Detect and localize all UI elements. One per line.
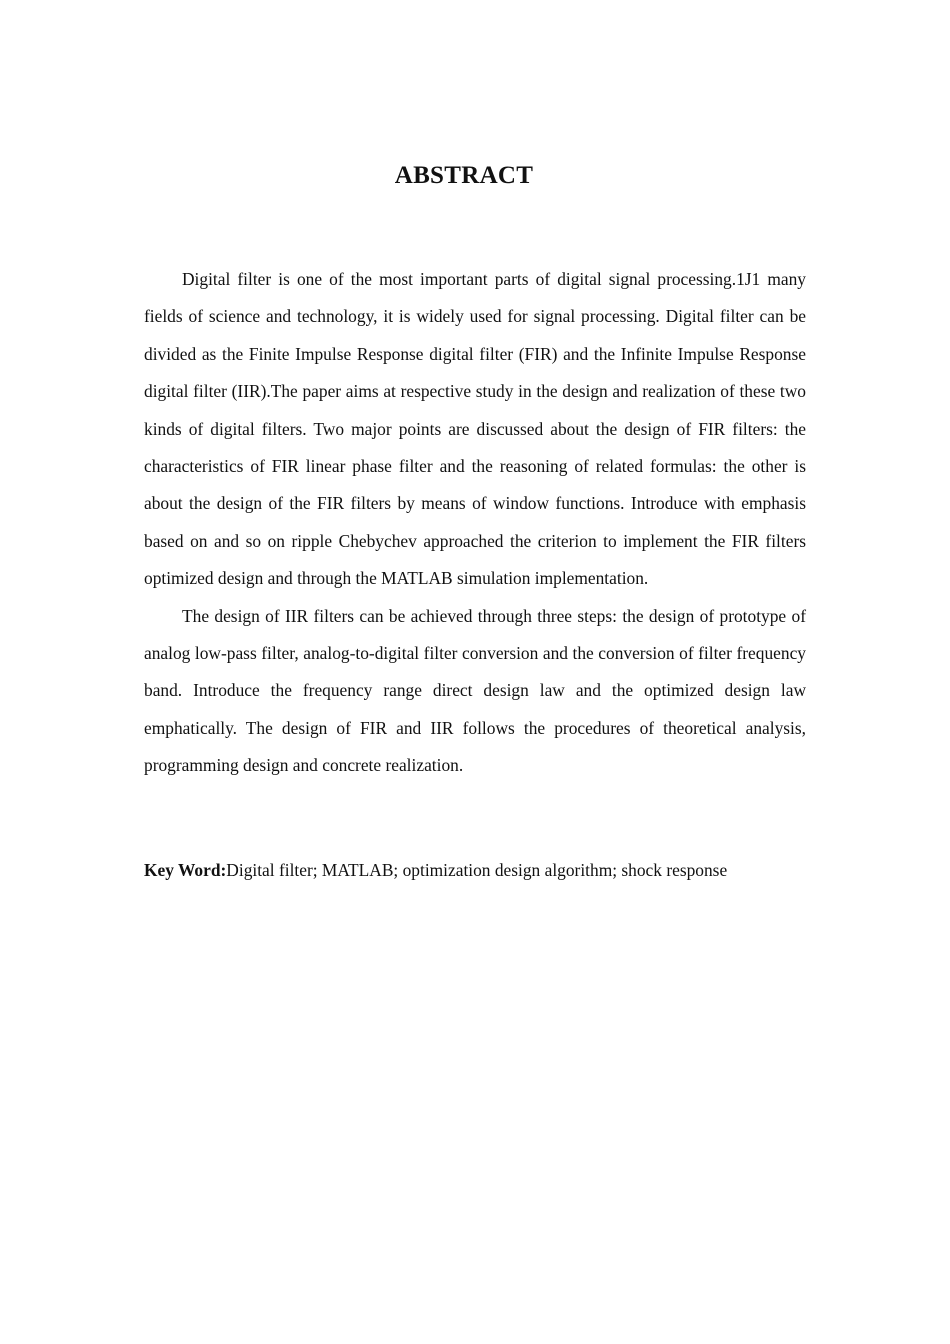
keywords-line bbox=[144, 856, 844, 884]
abstract-body bbox=[144, 261, 806, 785]
page-title: ABSTRACT bbox=[394, 162, 534, 189]
abstract-paragraph-2: The design of IIR filters can be achieved through three steps: the design of prototype of analog low-pass filter, analog-to-digital filter conversion and the conversion of filter frequency band. Introduce the frequency range direct design law and the optimized design law emphatically. The design of FIR and IIR follows the procedures of theoretical analysis, programming design and concrete realization. bbox=[144, 605, 806, 776]
keywords-label: Key Word: bbox=[144, 860, 227, 880]
keywords-text: Digital filter; MATLAB; optimization design algorithm; shock response bbox=[226, 860, 728, 880]
abstract-paragraph-1: Digital filter is one of the most important parts of digital signal processing.1J1 many fields of science and technology, it is widely used for signal processing. Digital filter can be divided as the Finite Impulse Response digital filter (FIR) and the Infinite Impulse Response digital filter (IIR).The paper aims at respective study in the design and realization of these two kinds of digital filters. Two major points are discussed about the design of FIR filters: the characteristics of FIR linear phase filter and the reasoning of related formulas: the other is about the design of the FIR filters by means of window functions. Introduce with emphasis based on and so on ripple Chebychev approached the criterion to implement the FIR filters optimized design and through the MATLAB simulation implementation. bbox=[144, 269, 806, 589]
